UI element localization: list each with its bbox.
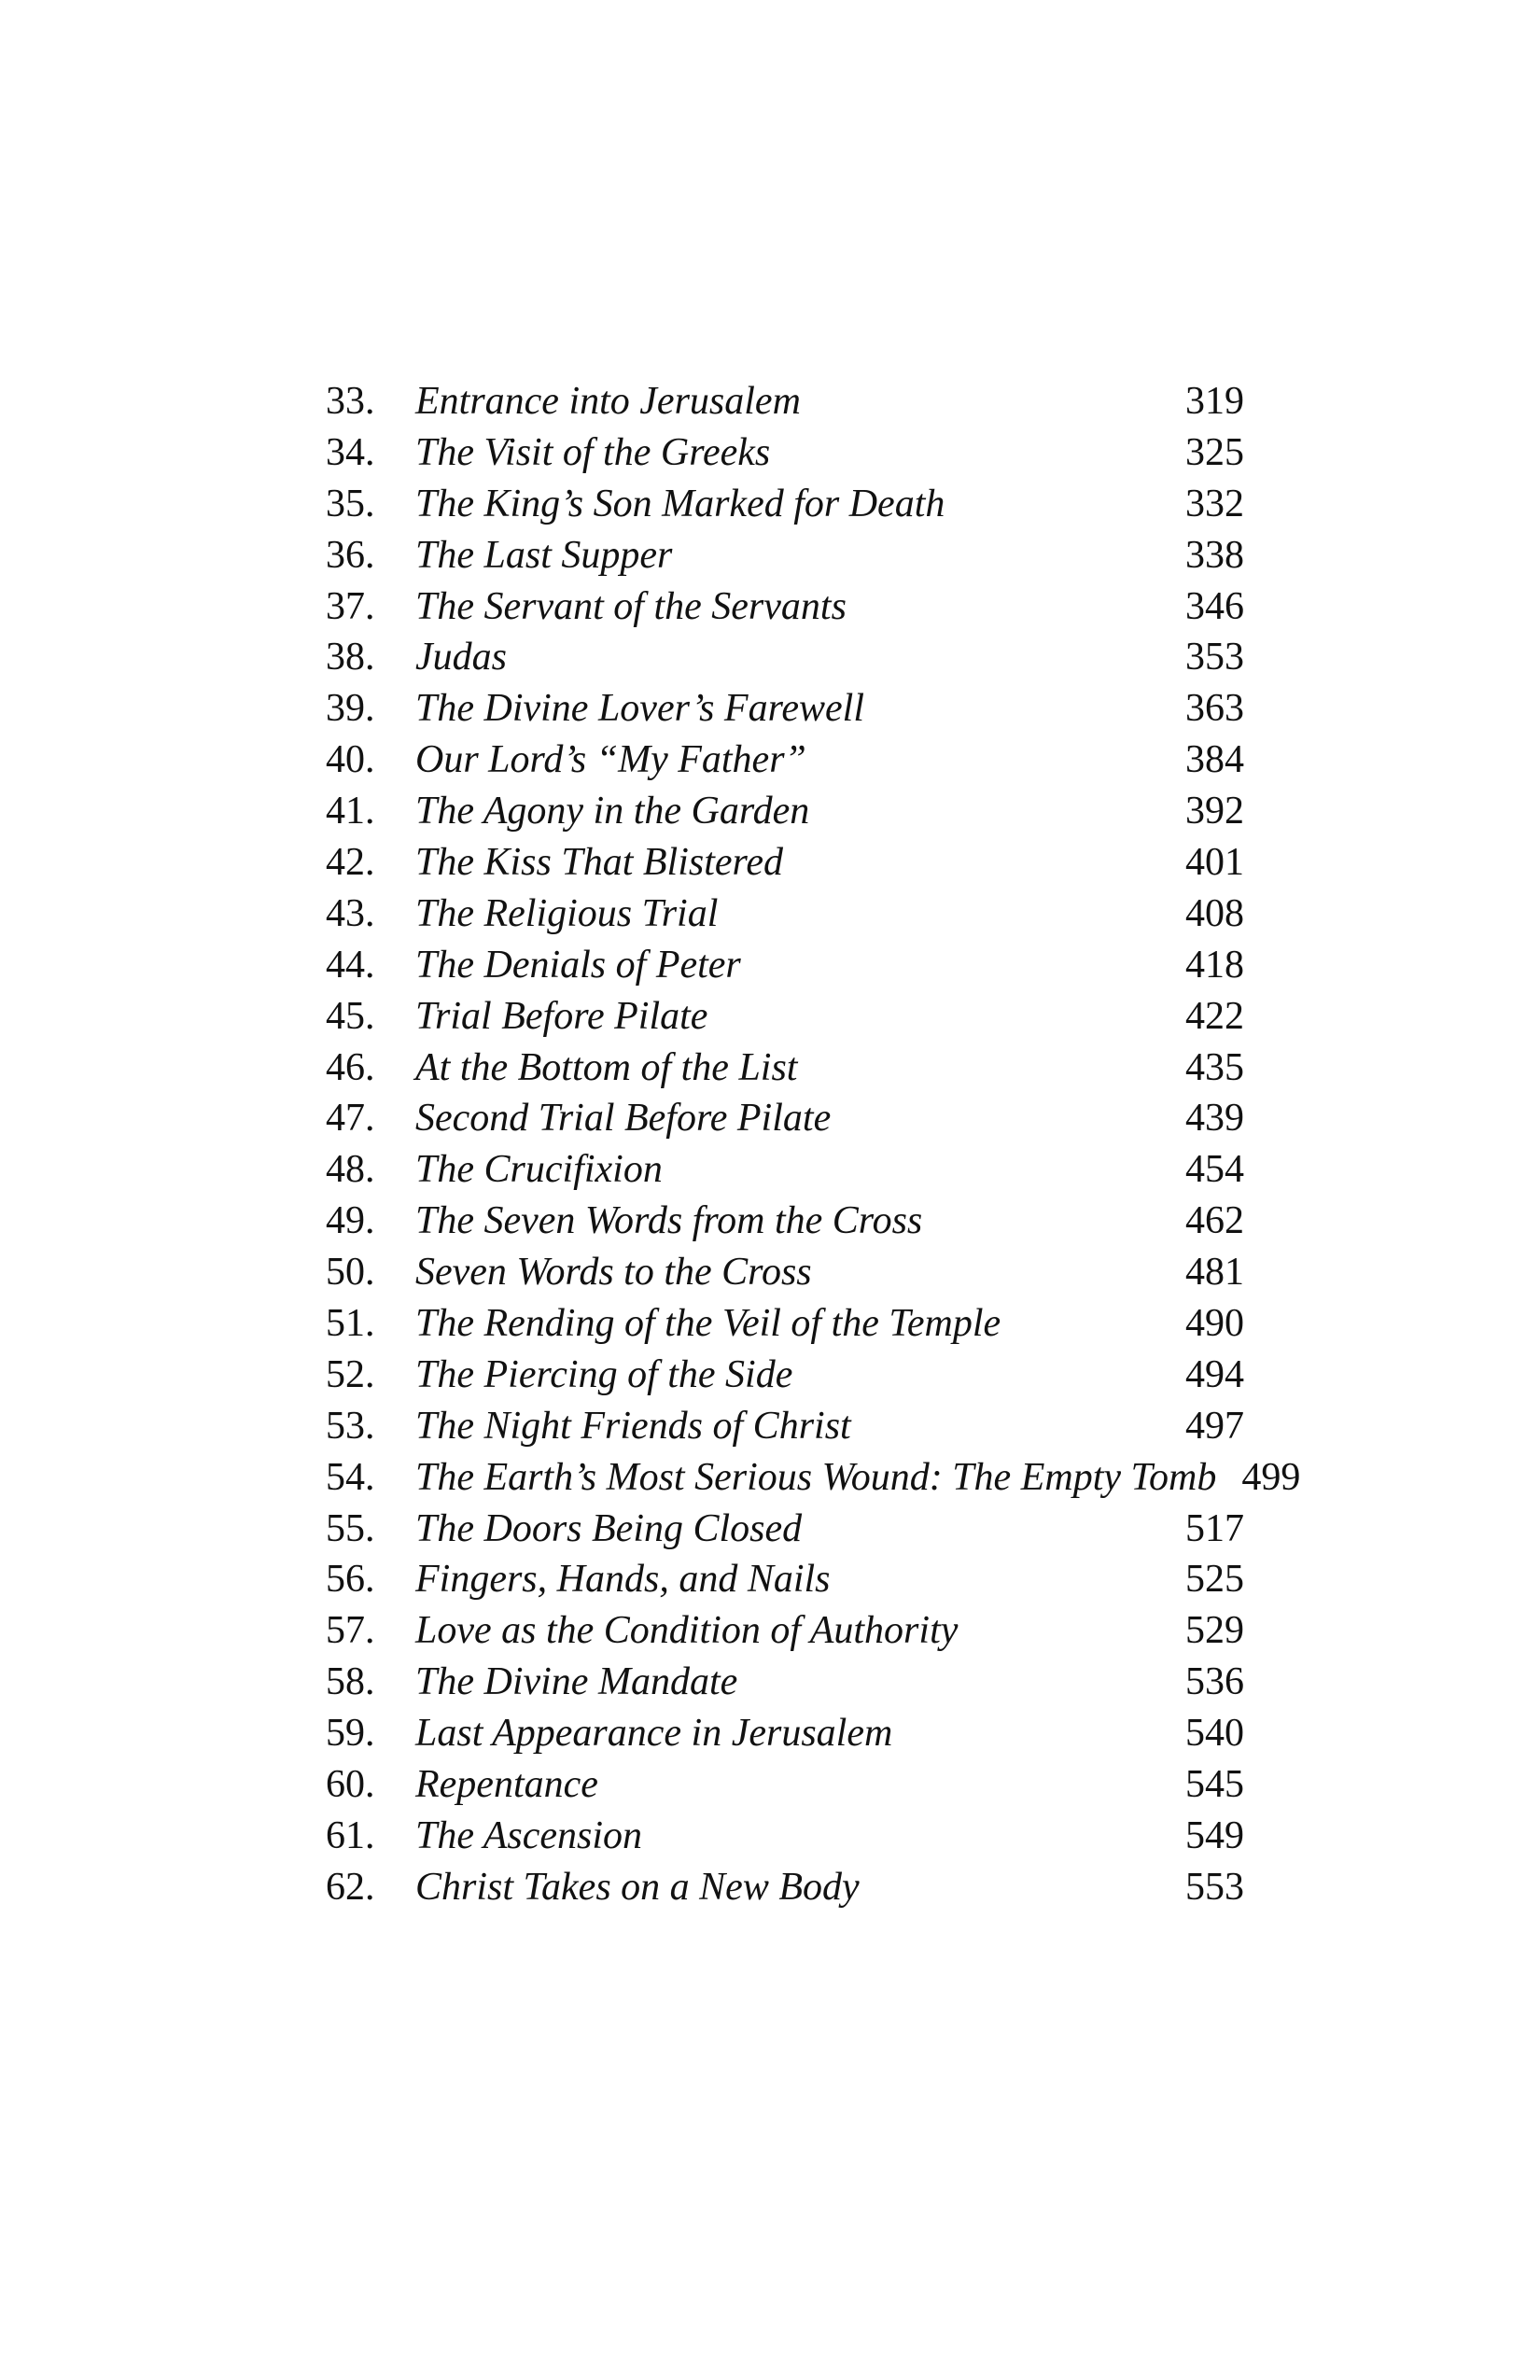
page-number: 435 <box>1185 1045 1244 1089</box>
chapter-title: The Crucifixion <box>415 1148 663 1192</box>
toc-entry <box>326 632 1244 683</box>
chapter-title: At the Bottom of the List <box>415 1045 798 1089</box>
chapter-title: Christ Takes on a New Body <box>415 1865 860 1909</box>
toc-entry <box>326 1759 1244 1811</box>
page-number: 401 <box>1185 841 1244 885</box>
toc-entry <box>326 1708 1244 1759</box>
toc-entry <box>326 683 1244 735</box>
page-number: 540 <box>1185 1712 1244 1756</box>
chapter-number: 43. <box>326 891 375 935</box>
chapter-title: Judas <box>415 636 507 679</box>
toc-entry <box>326 1605 1244 1657</box>
page-number: 392 <box>1185 790 1244 833</box>
toc-entry <box>326 1554 1244 1605</box>
page-number: 481 <box>1185 1251 1244 1295</box>
chapter-number: 58. <box>326 1660 375 1704</box>
page-number: 418 <box>1185 943 1244 987</box>
chapter-number: 41. <box>326 790 375 833</box>
toc-entry <box>326 1862 1244 1913</box>
table-of-contents <box>326 376 1301 1913</box>
toc-entry <box>326 427 1244 479</box>
page-number: 499 <box>1241 1455 1301 1499</box>
chapter-title: Repentance <box>415 1763 598 1807</box>
toc-entry <box>326 1196 1244 1247</box>
chapter-number: 34. <box>326 430 375 474</box>
toc-entry <box>326 1093 1244 1144</box>
toc-entry <box>326 479 1244 530</box>
chapter-number: 39. <box>326 687 375 731</box>
toc-entry <box>326 530 1244 581</box>
chapter-title: The Seven Words from the Cross <box>415 1199 923 1243</box>
chapter-title: Second Trial Before Pilate <box>415 1097 832 1141</box>
page-number: 338 <box>1185 533 1244 577</box>
page-number: 553 <box>1185 1865 1244 1909</box>
page-number: 325 <box>1185 430 1244 474</box>
toc-entry <box>326 581 1244 633</box>
chapter-number: 45. <box>326 994 375 1038</box>
page-number: 549 <box>1185 1813 1244 1857</box>
toc-entry <box>326 1350 1244 1401</box>
chapter-title: The Religious Trial <box>415 891 719 935</box>
page-number: 332 <box>1185 482 1244 525</box>
chapter-number: 46. <box>326 1045 375 1089</box>
chapter-number: 35. <box>326 482 375 525</box>
toc-entry <box>326 1657 1244 1708</box>
page-number: 462 <box>1185 1199 1244 1243</box>
chapter-title: Fingers, Hands, and Nails <box>415 1558 831 1602</box>
chapter-number: 50. <box>326 1251 375 1295</box>
toc-entry <box>326 991 1244 1043</box>
chapter-title: The Ascension <box>415 1813 643 1857</box>
chapter-number: 42. <box>326 841 375 885</box>
chapter-title: The Doors Being Closed <box>415 1506 803 1550</box>
chapter-title: Entrance into Jerusalem <box>415 380 801 423</box>
chapter-number: 38. <box>326 636 375 679</box>
page-number: 353 <box>1185 636 1244 679</box>
page-number: 525 <box>1185 1558 1244 1602</box>
page-number: 422 <box>1185 994 1244 1038</box>
page-number: 408 <box>1185 891 1244 935</box>
toc-entry <box>326 1043 1244 1094</box>
toc-entry <box>326 1452 1301 1504</box>
chapter-number: 54. <box>326 1455 375 1499</box>
toc-entry <box>326 1298 1244 1350</box>
chapter-number: 48. <box>326 1148 375 1192</box>
toc-entry <box>326 1247 1244 1298</box>
chapter-number: 62. <box>326 1865 375 1909</box>
chapter-number: 55. <box>326 1506 375 1550</box>
chapter-title: The Night Friends of Christ <box>415 1404 851 1448</box>
chapter-number: 60. <box>326 1763 375 1807</box>
page-number: 517 <box>1185 1506 1244 1550</box>
chapter-title: The Denials of Peter <box>415 943 741 987</box>
chapter-number: 57. <box>326 1609 375 1653</box>
chapter-number: 40. <box>326 738 375 782</box>
chapter-title: Seven Words to the Cross <box>415 1251 812 1295</box>
page-number: 494 <box>1185 1352 1244 1396</box>
chapter-number: 36. <box>326 533 375 577</box>
chapter-number: 49. <box>326 1199 375 1243</box>
page-number: 497 <box>1185 1404 1244 1448</box>
toc-entry <box>326 1504 1244 1555</box>
chapter-number: 51. <box>326 1302 375 1346</box>
page-number: 545 <box>1185 1763 1244 1807</box>
chapter-number: 59. <box>326 1712 375 1756</box>
toc-entry <box>326 1144 1244 1196</box>
chapter-title: Last Appearance in Jerusalem <box>415 1712 893 1756</box>
chapter-title: The Visit of the Greeks <box>415 430 771 474</box>
page-number: 346 <box>1185 584 1244 628</box>
toc-entry <box>326 735 1244 786</box>
page-number: 363 <box>1185 687 1244 731</box>
chapter-number: 61. <box>326 1813 375 1857</box>
toc-entry <box>326 940 1244 991</box>
toc-entry <box>326 1811 1244 1862</box>
toc-entry <box>326 1401 1244 1452</box>
toc-entry <box>326 889 1244 940</box>
chapter-number: 56. <box>326 1558 375 1602</box>
toc-entry <box>326 786 1244 837</box>
chapter-title: The Divine Mandate <box>415 1660 738 1704</box>
toc-entry <box>326 837 1244 889</box>
page-number: 319 <box>1185 380 1244 423</box>
chapter-title: The Rending of the Veil of the Temple <box>415 1302 1001 1346</box>
toc-entry <box>326 376 1244 427</box>
chapter-title: Our Lord’s “My Father” <box>415 738 806 782</box>
chapter-title: The Kiss That Blistered <box>415 841 783 885</box>
chapter-number: 47. <box>326 1097 375 1141</box>
page-number: 454 <box>1185 1148 1244 1192</box>
chapter-title: The Servant of the Servants <box>415 584 847 628</box>
page-number: 536 <box>1185 1660 1244 1704</box>
chapter-number: 52. <box>326 1352 375 1396</box>
chapter-title: The Piercing of the Side <box>415 1352 793 1396</box>
page-number: 490 <box>1185 1302 1244 1346</box>
chapter-title: The Earth’s Most Serious Wound: The Empty Tomb <box>415 1455 1217 1499</box>
chapter-number: 44. <box>326 943 375 987</box>
chapter-title: The King’s Son Marked for Death <box>415 482 945 525</box>
chapter-title: Trial Before Pilate <box>415 994 708 1038</box>
chapter-number: 53. <box>326 1404 375 1448</box>
chapter-title: Love as the Condition of Authority <box>415 1609 959 1653</box>
chapter-title: The Divine Lover’s Farewell <box>415 687 864 731</box>
page-number: 529 <box>1185 1609 1244 1653</box>
page-number: 439 <box>1185 1097 1244 1141</box>
chapter-number: 33. <box>326 380 375 423</box>
page-number: 384 <box>1185 738 1244 782</box>
chapter-number: 37. <box>326 584 375 628</box>
chapter-title: The Agony in the Garden <box>415 790 810 833</box>
chapter-title: The Last Supper <box>415 533 673 577</box>
